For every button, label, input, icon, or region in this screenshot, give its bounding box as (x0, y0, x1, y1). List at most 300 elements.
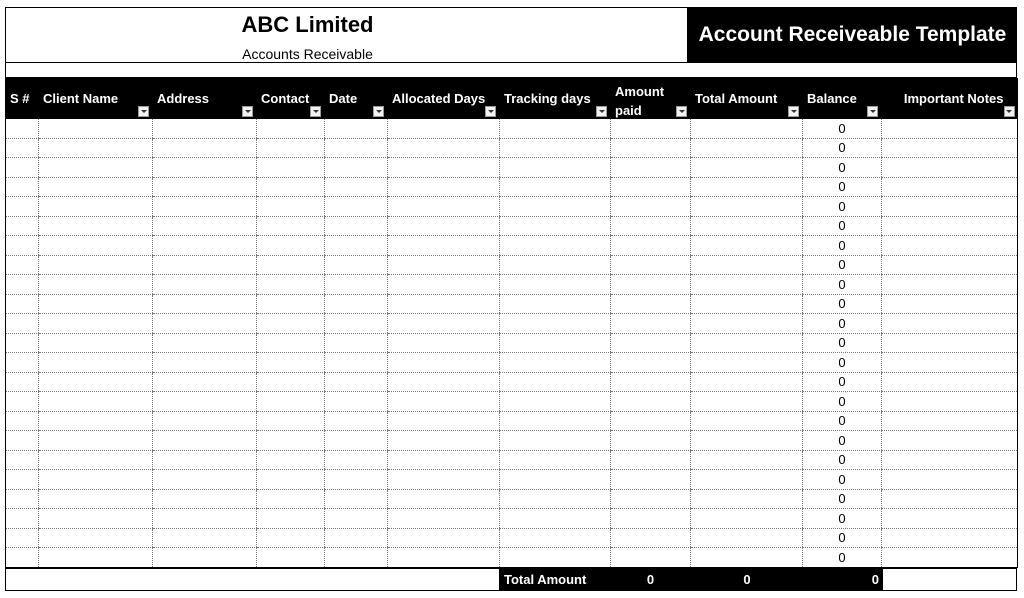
balance-cell[interactable]: 0 (803, 509, 882, 529)
table-cell[interactable] (257, 372, 325, 392)
table-cell[interactable] (153, 528, 257, 548)
table-cell[interactable] (257, 509, 325, 529)
table-cell[interactable] (325, 314, 388, 334)
table-cell[interactable] (325, 411, 388, 431)
table-cell[interactable] (611, 470, 691, 490)
balance-cell[interactable]: 0 (803, 255, 882, 275)
table-cell[interactable] (6, 548, 39, 568)
table-cell[interactable] (153, 372, 257, 392)
table-cell[interactable] (325, 353, 388, 373)
table-cell[interactable] (153, 119, 257, 138)
filter-dropdown-icon[interactable] (138, 106, 149, 117)
table-cell[interactable] (325, 470, 388, 490)
table-cell[interactable] (325, 119, 388, 138)
col-header-tracking-days[interactable] (500, 78, 611, 119)
table-cell[interactable] (153, 333, 257, 353)
table-cell[interactable] (388, 450, 500, 470)
table-row (6, 372, 1018, 392)
table-cell[interactable] (691, 353, 803, 373)
table-row (6, 411, 1018, 431)
table-cell[interactable] (39, 333, 153, 353)
balance-cell[interactable]: 0 (803, 372, 882, 392)
table-cell[interactable] (325, 197, 388, 217)
table-cell[interactable] (153, 158, 257, 178)
table-cell[interactable] (257, 548, 325, 568)
table-cell[interactable] (6, 392, 39, 412)
table-cell[interactable] (325, 216, 388, 236)
filter-dropdown-icon[interactable] (596, 106, 607, 117)
balance-cell[interactable]: 0 (803, 177, 882, 197)
table-cell[interactable] (153, 470, 257, 490)
col-header-client-name[interactable] (39, 78, 153, 119)
table-cell[interactable] (153, 509, 257, 529)
notes-total-cell[interactable] (882, 568, 1017, 591)
table-cell[interactable] (153, 314, 257, 334)
col-header-balance[interactable] (803, 78, 882, 119)
table-cell[interactable] (691, 275, 803, 295)
table-row (6, 138, 1018, 158)
table-row (6, 275, 1018, 295)
sheet-subtitle[interactable]: Accounts Receivable (242, 46, 373, 62)
table-cell[interactable] (153, 236, 257, 256)
table-cell[interactable] (39, 528, 153, 548)
table-cell[interactable] (6, 236, 39, 256)
table-row (6, 177, 1018, 197)
table-cell[interactable] (257, 431, 325, 451)
table-cell[interactable] (257, 392, 325, 412)
filter-dropdown-icon[interactable] (1004, 106, 1015, 117)
table-cell[interactable] (611, 392, 691, 412)
table-cell[interactable] (39, 489, 153, 509)
table-cell[interactable] (882, 236, 1018, 256)
table-cell[interactable] (39, 236, 153, 256)
table-row (6, 314, 1018, 334)
col-header-date[interactable] (325, 78, 388, 119)
table-cell[interactable] (6, 158, 39, 178)
table-cell[interactable] (611, 275, 691, 295)
table-cell[interactable] (500, 216, 611, 236)
table-cell[interactable] (691, 255, 803, 275)
table-cell[interactable] (882, 548, 1018, 568)
table-cell[interactable] (39, 548, 153, 568)
table-cell[interactable] (388, 177, 500, 197)
table-cell[interactable] (691, 216, 803, 236)
balance-cell[interactable]: 0 (803, 236, 882, 256)
table-cell[interactable] (882, 450, 1018, 470)
table-cell[interactable] (691, 470, 803, 490)
table-cell[interactable] (325, 255, 388, 275)
table-cell[interactable] (388, 255, 500, 275)
table-cell[interactable] (611, 119, 691, 138)
col-header-serial[interactable] (6, 78, 39, 119)
table-cell[interactable] (691, 528, 803, 548)
table-cell[interactable] (882, 275, 1018, 295)
table-cell[interactable] (39, 509, 153, 529)
table-cell[interactable] (388, 528, 500, 548)
table-cell[interactable] (500, 489, 611, 509)
table-cell[interactable] (691, 177, 803, 197)
table-row (6, 353, 1018, 373)
table-cell[interactable] (500, 450, 611, 470)
table-cell[interactable] (691, 294, 803, 314)
table-cell[interactable] (6, 314, 39, 334)
table-cell[interactable] (257, 216, 325, 236)
table-cell[interactable] (691, 314, 803, 334)
table-cell[interactable] (39, 450, 153, 470)
table-cell[interactable] (325, 294, 388, 314)
table-cell[interactable] (6, 411, 39, 431)
table-cell[interactable] (882, 294, 1018, 314)
table-cell[interactable] (257, 275, 325, 295)
table-cell[interactable] (388, 158, 500, 178)
table-cell[interactable] (500, 333, 611, 353)
balance-cell[interactable]: 0 (803, 392, 882, 412)
table-cell[interactable] (257, 236, 325, 256)
table-cell[interactable] (39, 372, 153, 392)
table-cell[interactable] (153, 450, 257, 470)
table-cell[interactable] (257, 177, 325, 197)
table-cell[interactable] (611, 255, 691, 275)
table-cell[interactable] (257, 450, 325, 470)
table-cell[interactable] (39, 138, 153, 158)
table-cell[interactable] (611, 314, 691, 334)
table-cell[interactable] (388, 431, 500, 451)
table-cell[interactable] (500, 392, 611, 412)
table-cell[interactable] (691, 431, 803, 451)
table-cell[interactable] (611, 548, 691, 568)
table-row (6, 294, 1018, 314)
table-cell[interactable] (6, 333, 39, 353)
table-cell[interactable] (882, 431, 1018, 451)
balance-cell[interactable]: 0 (803, 528, 882, 548)
table-cell[interactable] (257, 255, 325, 275)
col-label: Date (329, 91, 358, 106)
table-cell[interactable] (325, 333, 388, 353)
table-cell[interactable] (882, 177, 1018, 197)
table-cell[interactable] (500, 372, 611, 392)
totals-label[interactable]: Total Amount (500, 568, 610, 591)
table-cell[interactable] (500, 177, 611, 197)
balance-cell[interactable]: 0 (803, 158, 882, 178)
table-cell[interactable] (882, 411, 1018, 431)
col-label: Client Name (43, 91, 119, 106)
table-cell[interactable] (6, 255, 39, 275)
table-cell[interactable] (153, 177, 257, 197)
table-cell[interactable] (153, 489, 257, 509)
table-cell[interactable] (500, 353, 611, 373)
filter-dropdown-icon[interactable] (788, 106, 799, 117)
table-cell[interactable] (500, 255, 611, 275)
table-cell[interactable] (500, 470, 611, 490)
table-cell[interactable] (500, 528, 611, 548)
table-cell[interactable] (39, 158, 153, 178)
table-cell[interactable] (611, 197, 691, 217)
table-cell[interactable] (39, 431, 153, 451)
table-cell[interactable] (882, 255, 1018, 275)
balance-cell[interactable]: 0 (803, 197, 882, 217)
filter-dropdown-icon[interactable] (373, 106, 384, 117)
table-cell[interactable] (500, 138, 611, 158)
table-cell[interactable] (882, 138, 1018, 158)
table-cell[interactable] (611, 158, 691, 178)
table-cell[interactable] (691, 158, 803, 178)
table-cell[interactable] (500, 197, 611, 217)
table-cell[interactable] (882, 314, 1018, 334)
table-cell[interactable] (39, 470, 153, 490)
table-cell[interactable] (388, 509, 500, 529)
table-cell[interactable] (257, 411, 325, 431)
table-cell[interactable] (882, 197, 1018, 217)
table-cell[interactable] (500, 294, 611, 314)
table-cell[interactable] (325, 392, 388, 412)
table-cell[interactable] (882, 353, 1018, 373)
table-cell[interactable] (6, 197, 39, 217)
col-header-allocated-days[interactable] (388, 78, 500, 119)
table-cell[interactable] (500, 158, 611, 178)
table-cell[interactable] (388, 353, 500, 373)
table-cell[interactable] (388, 216, 500, 236)
table-cell[interactable] (6, 353, 39, 373)
table-cell[interactable] (153, 275, 257, 295)
table-cell[interactable] (6, 177, 39, 197)
amount-paid-total[interactable]: 0 (610, 568, 691, 591)
balance-cell[interactable]: 0 (803, 275, 882, 295)
balance-cell[interactable]: 0 (803, 411, 882, 431)
balance-cell[interactable]: 0 (803, 216, 882, 236)
table-cell[interactable] (325, 450, 388, 470)
table-cell[interactable] (388, 411, 500, 431)
table-cell[interactable] (388, 548, 500, 568)
table-cell[interactable] (500, 431, 611, 451)
table-cell[interactable] (153, 353, 257, 373)
table-cell[interactable] (611, 138, 691, 158)
table-cell[interactable] (691, 372, 803, 392)
table-cell[interactable] (500, 548, 611, 568)
table-cell[interactable] (6, 275, 39, 295)
table-cell[interactable] (882, 158, 1018, 178)
balance-cell[interactable]: 0 (803, 314, 882, 334)
balance-cell[interactable]: 0 (803, 353, 882, 373)
table-cell[interactable] (325, 431, 388, 451)
table-cell[interactable] (325, 177, 388, 197)
template-title[interactable]: Account Receiveable Template (688, 7, 1017, 63)
table-cell[interactable] (6, 450, 39, 470)
table-cell[interactable] (6, 509, 39, 529)
table-cell[interactable] (882, 333, 1018, 353)
table-cell[interactable] (325, 275, 388, 295)
table-cell[interactable] (39, 197, 153, 217)
table-cell[interactable] (39, 177, 153, 197)
table-cell[interactable] (257, 119, 325, 138)
table-cell[interactable] (39, 275, 153, 295)
table-cell[interactable] (691, 138, 803, 158)
table-cell[interactable] (153, 431, 257, 451)
table-cell[interactable] (6, 216, 39, 236)
table-cell[interactable] (325, 236, 388, 256)
table-cell[interactable] (153, 216, 257, 236)
table-cell[interactable] (39, 119, 153, 138)
table-row (6, 158, 1018, 178)
total-amount-total[interactable]: 0 (691, 568, 803, 591)
table-cell[interactable] (325, 548, 388, 568)
table-cell[interactable] (611, 294, 691, 314)
table-cell[interactable] (500, 119, 611, 138)
table-cell[interactable] (691, 119, 803, 138)
table-cell[interactable] (325, 509, 388, 529)
table-cell[interactable] (6, 470, 39, 490)
table-cell[interactable] (39, 255, 153, 275)
table-row (6, 470, 1018, 490)
table-cell[interactable] (500, 236, 611, 256)
table-cell[interactable] (882, 509, 1018, 529)
totals-blank-cell[interactable] (5, 568, 500, 591)
balance-cell[interactable]: 0 (803, 489, 882, 509)
table-cell[interactable] (388, 119, 500, 138)
table-cell[interactable] (611, 528, 691, 548)
col-label: Contact (261, 91, 310, 106)
table-cell[interactable] (153, 411, 257, 431)
table-cell[interactable] (388, 489, 500, 509)
balance-total[interactable]: 0 (803, 568, 882, 591)
table-cell[interactable] (257, 197, 325, 217)
table-cell[interactable] (257, 353, 325, 373)
balance-cell[interactable]: 0 (803, 548, 882, 568)
table-cell[interactable] (388, 470, 500, 490)
table-cell[interactable] (39, 392, 153, 412)
table-cell[interactable] (6, 372, 39, 392)
balance-cell[interactable]: 0 (803, 119, 882, 138)
table-cell[interactable] (691, 197, 803, 217)
col-header-amount-paid[interactable] (611, 78, 691, 119)
table-cell[interactable] (388, 197, 500, 217)
table-cell[interactable] (6, 528, 39, 548)
table-cell[interactable] (611, 431, 691, 451)
filter-dropdown-icon[interactable] (676, 106, 687, 117)
table-cell[interactable] (611, 216, 691, 236)
table-cell[interactable] (611, 509, 691, 529)
table-cell[interactable] (325, 138, 388, 158)
table-cell[interactable] (882, 470, 1018, 490)
table-cell[interactable] (325, 489, 388, 509)
company-name[interactable]: ABC Limited (241, 12, 374, 37)
table-cell[interactable] (257, 333, 325, 353)
table-cell[interactable] (153, 255, 257, 275)
table-cell[interactable] (153, 392, 257, 412)
table-cell[interactable] (257, 314, 325, 334)
table-cell[interactable] (611, 333, 691, 353)
table-cell[interactable] (388, 392, 500, 412)
balance-cell[interactable]: 0 (803, 470, 882, 490)
table-cell[interactable] (691, 333, 803, 353)
table-row (6, 197, 1018, 217)
table-cell[interactable] (325, 528, 388, 548)
table-cell[interactable] (6, 431, 39, 451)
table-cell[interactable] (257, 489, 325, 509)
col-header-important-notes[interactable] (882, 78, 1018, 119)
table-cell[interactable] (882, 216, 1018, 236)
table-cell[interactable] (611, 236, 691, 256)
table-cell[interactable] (39, 314, 153, 334)
balance-cell[interactable]: 0 (803, 450, 882, 470)
table-cell[interactable] (39, 353, 153, 373)
table-cell[interactable] (611, 411, 691, 431)
table-cell[interactable] (325, 372, 388, 392)
table-cell[interactable] (388, 314, 500, 334)
table-cell[interactable] (39, 216, 153, 236)
table-cell[interactable] (691, 411, 803, 431)
table-cell[interactable] (611, 372, 691, 392)
balance-cell[interactable]: 0 (803, 333, 882, 353)
table-cell[interactable] (39, 294, 153, 314)
table-cell[interactable] (388, 372, 500, 392)
table-cell[interactable] (325, 158, 388, 178)
balance-cell[interactable]: 0 (803, 431, 882, 451)
table-cell[interactable] (388, 275, 500, 295)
table-cell[interactable] (691, 489, 803, 509)
table-cell[interactable] (388, 333, 500, 353)
table-cell[interactable] (691, 548, 803, 568)
col-header-address[interactable] (153, 78, 257, 119)
table-cell[interactable] (388, 138, 500, 158)
table-cell[interactable] (882, 489, 1018, 509)
table-cell[interactable] (6, 489, 39, 509)
table-cell[interactable] (257, 158, 325, 178)
table-cell[interactable] (691, 450, 803, 470)
table-cell[interactable] (882, 528, 1018, 548)
table-cell[interactable] (153, 197, 257, 217)
table-cell[interactable] (611, 450, 691, 470)
col-header-total-amount[interactable] (691, 78, 803, 119)
col-header-contact[interactable] (257, 78, 325, 119)
table-cell[interactable] (6, 119, 39, 138)
table-cell[interactable] (882, 119, 1018, 138)
table-cell[interactable] (153, 138, 257, 158)
table-cell[interactable] (500, 314, 611, 334)
filter-dropdown-icon[interactable] (485, 106, 496, 117)
table-cell[interactable] (257, 294, 325, 314)
table-cell[interactable] (6, 138, 39, 158)
table-row (6, 548, 1018, 568)
title-box (5, 7, 688, 63)
table-cell[interactable] (691, 236, 803, 256)
table-cell[interactable] (691, 509, 803, 529)
table-cell[interactable] (882, 392, 1018, 412)
table-cell[interactable] (500, 411, 611, 431)
table-cell[interactable] (691, 392, 803, 412)
table-cell[interactable] (257, 470, 325, 490)
table-cell[interactable] (39, 411, 153, 431)
table-cell[interactable] (153, 294, 257, 314)
table-cell[interactable] (611, 177, 691, 197)
col-label: Tracking days (504, 91, 591, 106)
table-cell[interactable] (388, 236, 500, 256)
table-cell[interactable] (500, 509, 611, 529)
balance-cell[interactable]: 0 (803, 294, 882, 314)
table-cell[interactable] (882, 372, 1018, 392)
table-cell[interactable] (611, 353, 691, 373)
filter-dropdown-icon[interactable] (310, 106, 321, 117)
filter-dropdown-icon[interactable] (242, 106, 253, 117)
table-cell[interactable] (257, 138, 325, 158)
balance-cell[interactable]: 0 (803, 138, 882, 158)
table-cell[interactable] (611, 489, 691, 509)
table-cell[interactable] (6, 294, 39, 314)
filter-dropdown-icon[interactable] (867, 106, 878, 117)
table-cell[interactable] (388, 294, 500, 314)
table-cell[interactable] (500, 275, 611, 295)
table-cell[interactable] (257, 528, 325, 548)
table-cell[interactable] (153, 548, 257, 568)
